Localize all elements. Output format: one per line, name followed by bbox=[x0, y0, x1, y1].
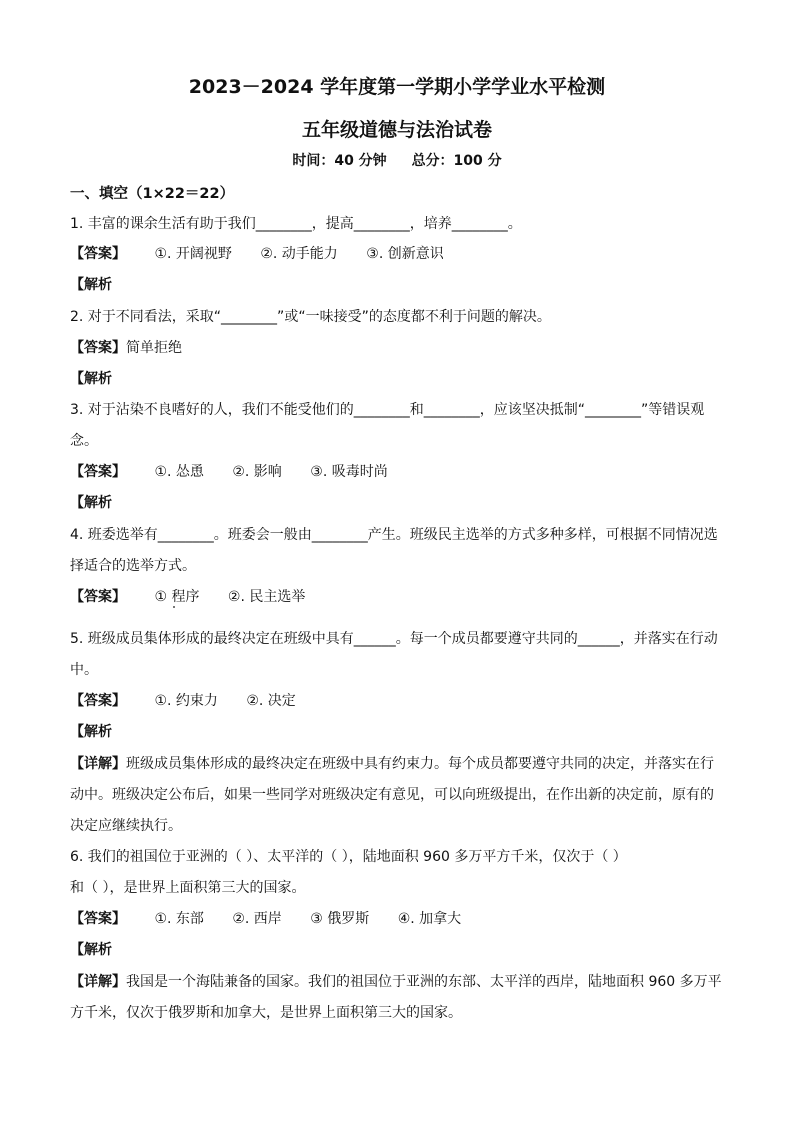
answer-label: 【答案】 bbox=[70, 340, 126, 356]
answer-item: ②. 西岸 bbox=[232, 911, 282, 927]
answer-item: ②. 决定 bbox=[246, 693, 296, 709]
stray-dot bbox=[173, 606, 175, 608]
question-2: 2. 对于不同看法，采取“________”或“一味接受”的态度都不利于问题的解决。 bbox=[70, 309, 551, 325]
answer-item: ③ 俄罗斯 bbox=[310, 911, 370, 927]
detail-5-line-3: 决定应继续执行。 bbox=[70, 818, 182, 834]
answer-1 bbox=[70, 244, 730, 264]
analysis-label: 【解析 bbox=[70, 495, 112, 511]
exam-subtitle: 五年级道德与法治试卷 bbox=[301, 119, 492, 141]
answer-label: 【答案】 bbox=[70, 246, 126, 262]
question-5-line-2: 中。 bbox=[70, 662, 98, 678]
question-4-line-2: 择适合的选举方式。 bbox=[70, 558, 196, 574]
detail-text: 我国是一个海陆兼备的国家。我们的祖国位于亚洲的东部、太平洋的西岸，陆地面积 960 多万平 bbox=[126, 974, 722, 990]
analysis-1 bbox=[70, 275, 730, 295]
answer-item: ②. 影响 bbox=[232, 464, 282, 480]
question-6-line-1: 6. 我们的祖国位于亚洲的（ ）、太平洋的（ ），陆地面积 960 多万平方千米，仅次于（ ） bbox=[70, 849, 627, 865]
answer-item: ④. 加拿大 bbox=[397, 911, 462, 927]
exam-time: 时间：40 分钟 bbox=[292, 153, 387, 169]
analysis-label: 【解析 bbox=[70, 371, 112, 387]
answer-label: 【答案】 bbox=[70, 464, 126, 480]
answer-label: 【答案】 bbox=[70, 693, 126, 709]
answer-item: ①. 开阔视野 bbox=[154, 246, 232, 262]
detail-label: 【详解】 bbox=[70, 974, 126, 990]
detail-5-line-2: 动中。班级决定公布后，如果一些同学对班级决定有意见，可以向班级提出，在作出新的决定前，原有的 bbox=[70, 787, 714, 803]
exam-score: 总分：100 分 bbox=[411, 153, 502, 169]
answer-item: ②. 动手能力 bbox=[260, 246, 338, 262]
answer-2 bbox=[70, 338, 730, 358]
detail-6-line-2: 方千米，仅次于俄罗斯和加拿大，是世界上面积第三大的国家。 bbox=[70, 1005, 462, 1021]
question-3-line-2: 念。 bbox=[70, 433, 98, 449]
exam-meta bbox=[0, 150, 794, 170]
question-6-line-2: 和（ ），是世界上面积第三大的国家。 bbox=[70, 880, 306, 896]
detail-6-line-1 bbox=[70, 972, 730, 992]
answer-4 bbox=[70, 587, 730, 607]
answer-label: 【答案】 bbox=[70, 911, 126, 927]
analysis-label: 【解析 bbox=[70, 942, 112, 958]
analysis-label: 【解析 bbox=[70, 277, 112, 293]
answer-6 bbox=[70, 909, 730, 929]
detail-text: 班级成员集体形成的最终决定在班级中具有约束力。每个成员都要遵守共同的决定，并落实在行 bbox=[126, 756, 714, 772]
answer-item: ②. 民主选举 bbox=[227, 589, 306, 605]
section-heading: 一、填空（1×22＝22） bbox=[70, 186, 235, 202]
analysis-label: 【解析 bbox=[70, 724, 112, 740]
question-1: 1. 丰富的课余生活有助于我们________，提高________，培养________。 bbox=[70, 216, 522, 232]
detail-5-line-1 bbox=[70, 754, 730, 774]
question-5-line-1: 5. 班级成员集体形成的最终决定在班级中具有______。每一个成员都要遵守共同的______，并落实在行动 bbox=[70, 631, 718, 647]
answer-item: ③. 吸毒时尚 bbox=[310, 464, 388, 480]
answer-item: ①. 怂恿 bbox=[154, 464, 204, 480]
answer-item: ①. 约束力 bbox=[154, 693, 218, 709]
answer-item: 简单拒绝 bbox=[126, 340, 182, 356]
answer-item: ③. 创新意识 bbox=[366, 246, 444, 262]
answer-item: ① 程序 bbox=[154, 589, 200, 605]
analysis-2 bbox=[70, 369, 730, 389]
analysis-3 bbox=[70, 493, 730, 513]
answer-3 bbox=[70, 462, 730, 482]
detail-label: 【详解】 bbox=[70, 756, 126, 772]
question-4-line-1: 4. 班委选举有________。班委会一般由________产生。班级民主选举的方式多种多样，可根据不同情况选 bbox=[70, 527, 718, 543]
analysis-5 bbox=[70, 722, 730, 742]
answer-item: ①. 东部 bbox=[154, 911, 204, 927]
answer-5 bbox=[70, 691, 730, 711]
answer-label: 【答案】 bbox=[70, 589, 126, 605]
question-3-line-1: 3. 对于沾染不良嗜好的人，我们不能受他们的________和________，应该坚决抵制“________”等错误观 bbox=[70, 402, 705, 418]
analysis-6 bbox=[70, 940, 730, 960]
exam-title: 2023－2024 学年度第一学期小学学业水平检测 bbox=[188, 76, 606, 98]
